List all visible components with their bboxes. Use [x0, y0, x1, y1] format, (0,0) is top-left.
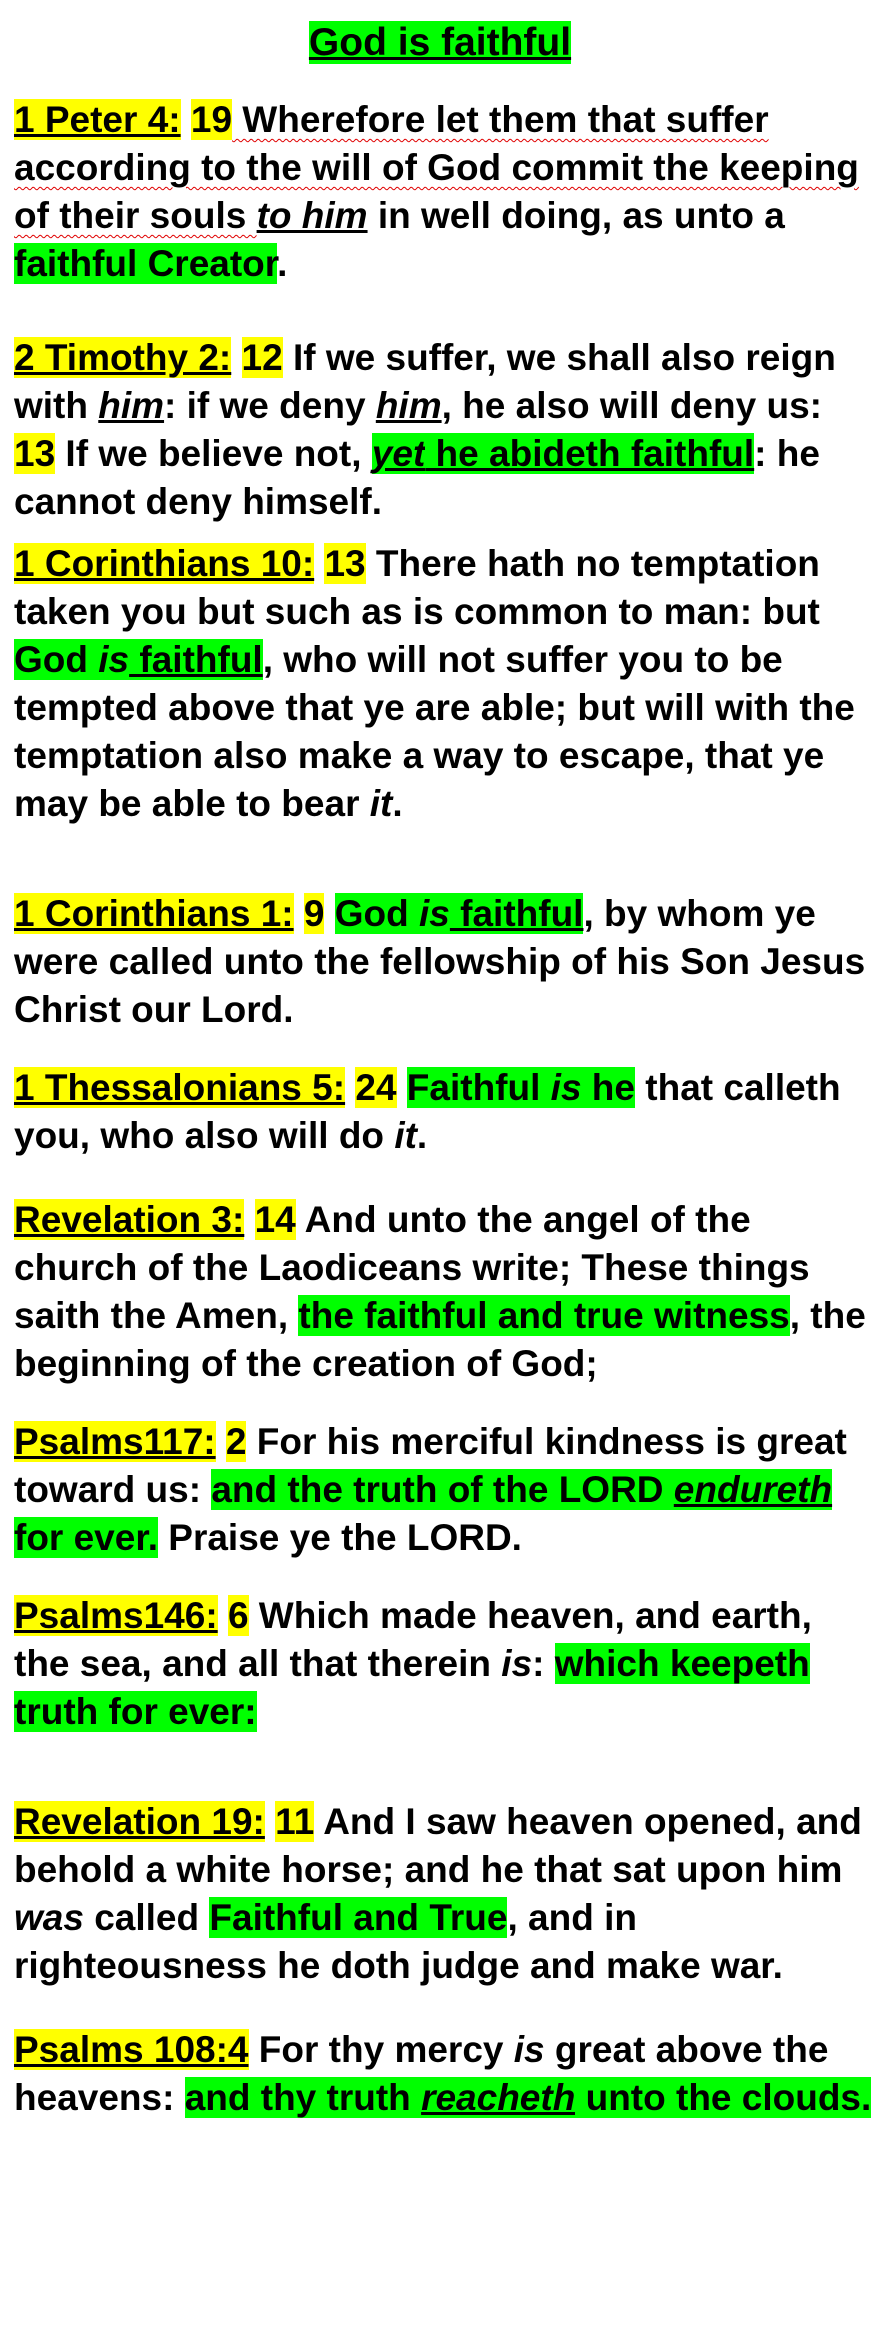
verse-reference: 2 Timothy 2: [14, 337, 232, 378]
verse-text [265, 1801, 275, 1842]
verse-block [14, 96, 872, 288]
verse-block [14, 1592, 872, 1736]
verse-text: , the beginning of the creation of God; [14, 1295, 866, 1384]
verse-text: was [14, 1897, 84, 1938]
verse-text: And unto the angel of the church of the Laodiceans write; These things saith the Amen, [14, 1199, 810, 1336]
highlighted-text: and thy truth [184, 2077, 422, 2118]
verse-reference: 1 Peter 4: [14, 99, 181, 140]
verse-reference: 13 [14, 433, 56, 474]
verse-reference: 1 Corinthians 10: [14, 543, 315, 584]
verse-reference: 11 [275, 1801, 315, 1842]
highlighted-text: endureth [673, 1469, 833, 1510]
highlighted-text: he [581, 1067, 635, 1108]
verse-reference: Psalms146: [14, 1595, 218, 1636]
verse-block [14, 890, 872, 1034]
verse-reference: 1 Thessalonians 5: [14, 1067, 346, 1108]
verse-text: : [532, 1643, 555, 1684]
page-title [0, 22, 880, 64]
highlighted-text: which keepeth truth for ever: [14, 1643, 810, 1732]
verse-block [14, 334, 872, 526]
verse-text: And I saw heaven opened, and behold a white horse; and he that sat upon him [14, 1801, 862, 1890]
highlighted-text: and the truth of the LORD [211, 1469, 674, 1510]
verse-text: him [375, 385, 442, 426]
verse-text: great above the heavens: [14, 2029, 829, 2118]
verse-text: , and in righteousness he doth judge and make war. [14, 1897, 783, 1986]
verse-reference: Psalms 108:4 [14, 2029, 249, 2070]
verse-text [345, 1067, 355, 1108]
verse-reference: 9 [303, 893, 325, 934]
verse-text: , by whom ye were called unto the fellowship of his Son Jesus Christ our Lord. [14, 893, 866, 1030]
verse-text [218, 1595, 228, 1636]
highlighted-text: reacheth [421, 2077, 576, 2118]
verse-text: is [501, 1643, 533, 1684]
highlighted-text: God [334, 893, 420, 934]
verse-block [14, 2026, 872, 2122]
verse-text: : if we deny [164, 385, 376, 426]
verse-reference: 13 [324, 543, 366, 584]
verse-reference: 12 [241, 337, 283, 378]
highlighted-text: yet [371, 433, 426, 474]
verse-text: is [513, 2029, 545, 2070]
verse-text: , he also will deny us: [441, 385, 822, 426]
verse-text [216, 1421, 226, 1462]
verse-reference: Revelation 19: [14, 1801, 265, 1842]
verse-reference: 24 [355, 1067, 397, 1108]
title-text: God is faithful [308, 21, 572, 64]
verse-text: Praise ye the LORD. [157, 1517, 522, 1558]
verse-text: in well doing, as unto a [367, 195, 785, 236]
verse-text: , who will not suffer you to be tempted above that ye are able; but will with the temptation also make a way to escape, that ye may be able to bear [14, 639, 855, 824]
highlighted-text: is [419, 893, 450, 934]
highlighted-text: for ever. [14, 1517, 158, 1558]
verse-text [181, 99, 191, 140]
verse-text: If we believe not, [55, 433, 372, 474]
verse-text: There hath no temptation taken you but such as is common to man: but [14, 543, 820, 632]
highlighted-text: God [14, 639, 99, 680]
verse-text: it [369, 783, 393, 824]
verse-block [14, 1798, 872, 1990]
highlighted-text: faithful [129, 639, 263, 680]
verse-text: For his merciful kindness is great toward us: [14, 1421, 847, 1510]
verse-text: . [277, 243, 288, 284]
verse-block [14, 1418, 872, 1562]
verse-text: Which made heaven, and earth, the sea, and all that therein [14, 1595, 812, 1684]
verse-text: . [392, 783, 403, 824]
highlighted-text: Faithful and True [209, 1897, 508, 1938]
highlighted-text: he abideth faithful [425, 433, 755, 474]
verse-reference: 14 [254, 1199, 296, 1240]
verse-text: Wherefore let them that suffer according to the will of God commit the keeping of their souls [14, 99, 859, 236]
verse-text [231, 337, 241, 378]
verse-text: that calleth you, who also will do [14, 1067, 841, 1156]
verse-block [14, 540, 872, 828]
verse-text [244, 1199, 254, 1240]
verse-text: to him [256, 195, 368, 236]
verse-text [294, 893, 304, 934]
verse-text: called [83, 1897, 210, 1938]
verse-text: : he cannot deny himself. [14, 433, 820, 522]
verse-reference: 6 [227, 1595, 249, 1636]
highlighted-text: is [550, 1067, 582, 1108]
verse-text [314, 543, 324, 584]
verse-block [14, 1064, 872, 1160]
verse-text: him [98, 385, 165, 426]
highlighted-text: Faithful [406, 1067, 551, 1108]
verse-text [324, 893, 334, 934]
verse-text: For thy mercy [248, 2029, 514, 2070]
verse-reference: 2 [225, 1421, 247, 1462]
verse-text [397, 1067, 407, 1108]
highlighted-text: is [98, 639, 130, 680]
verse-reference: 19 [190, 99, 233, 140]
verse-reference: Psalms117: [14, 1421, 216, 1462]
verse-reference: Revelation 3: [14, 1199, 245, 1240]
verse-text: it [394, 1115, 417, 1156]
verse-block [14, 1196, 872, 1388]
highlighted-text: faithful Creator [14, 243, 278, 284]
verse-reference: 1 Corinthians 1: [14, 893, 294, 934]
highlighted-text: faithful [449, 893, 584, 934]
verse-text: . [416, 1115, 428, 1156]
verse-text: If we suffer, we shall also reign with [14, 337, 836, 426]
highlighted-text: the faithful and true witness [298, 1295, 790, 1336]
highlighted-text: unto the clouds. [575, 2077, 872, 2118]
